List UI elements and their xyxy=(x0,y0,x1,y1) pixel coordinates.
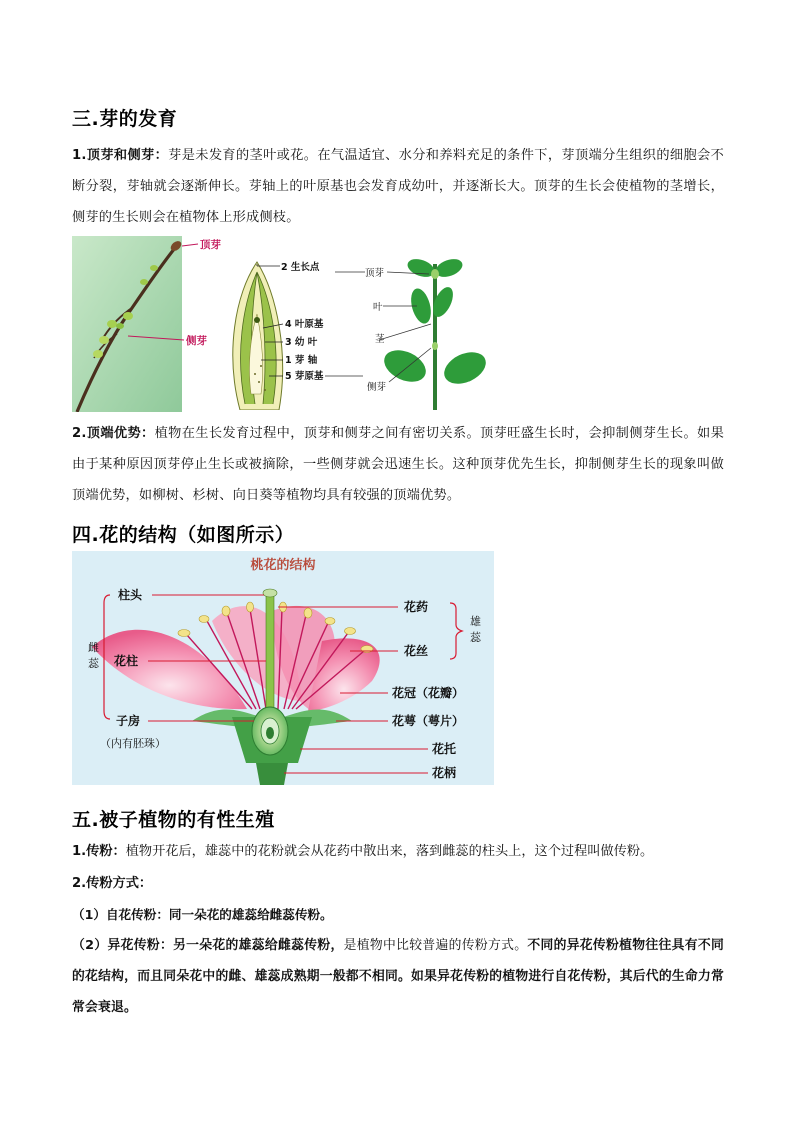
paragraph-text-bold: 不同的异花传粉植物往往具有不同的花结构，而且同朵花中的雌、雄蕊成熟期一般都不相同。如果异花传粉的植物进行自花传粉，其后代的生命力常常会衰退。 xyxy=(72,938,725,1015)
section-3-title: 三.芽的发育 xyxy=(72,108,178,130)
pistil-label-char-2: 蕊 xyxy=(88,657,99,670)
style-label: 花柱 xyxy=(114,654,139,668)
plant-diagram xyxy=(325,254,495,410)
stamen-label-char-2: 蕊 xyxy=(470,631,481,644)
paragraph-label: 1.顶芽和侧芽： xyxy=(72,148,169,163)
figure-title: 桃花的结构 xyxy=(250,558,316,573)
pedicel-shape xyxy=(256,763,288,785)
section-4-title: 四.花的结构（如图所示） xyxy=(72,524,295,546)
style-shape xyxy=(266,595,274,715)
anther-label: 花药 xyxy=(404,600,429,614)
section-5-title: 五.被子植物的有性生殖 xyxy=(72,809,275,831)
paragraph-label: 2.传粉方式： xyxy=(72,876,153,891)
peach-flower-diagram xyxy=(72,551,494,785)
paragraph-label: 1.传粉： xyxy=(72,844,126,859)
pedicel-label: 花柄 xyxy=(432,766,457,780)
plant-stem-label: 茎 xyxy=(375,334,385,345)
plant-side-bud-label: 侧芽 xyxy=(367,382,387,393)
corolla-label: 花冠（花瓣） xyxy=(392,686,465,700)
paragraph-label: （2）异花传粉：另一朵花的雄蕊给雌蕊传粉， xyxy=(72,938,344,953)
stamen-label-char-1: 雄 xyxy=(470,615,481,628)
filament-label: 花丝 xyxy=(404,644,429,658)
flower-structure-figure xyxy=(72,551,494,785)
label-bud-primordium: 5 芽原基 xyxy=(285,371,324,382)
section-5-paragraph-1 xyxy=(72,836,724,867)
section-3-paragraph-1 xyxy=(72,140,724,233)
plant-leaf-label: 叶 xyxy=(373,302,383,313)
section-5-paragraph-3: （1）自花传粉：同一朵花的雄蕊给雌蕊传粉。 xyxy=(72,907,333,922)
stamen-bracket xyxy=(450,603,462,659)
plant-top-bud-label: 顶芽 xyxy=(365,268,385,279)
section-5-paragraph-4 xyxy=(72,930,724,1023)
paragraph-label: 2.顶端优势： xyxy=(72,426,155,441)
section-3-paragraph-2 xyxy=(72,418,724,511)
paragraph-text: 芽是未发育的茎叶或花。在气温适宜、水分和养料充足的条件下，芽顶端分生组织的细胞会不断分裂，芽轴就会逐渐伸长。芽轴上的叶原基也会发育成幼叶，并逐渐长大。顶芽的生长会使植物的茎增长，侧芽的生长则会在植物体上形成侧枝。 xyxy=(72,148,724,225)
receptacle-label: 花托 xyxy=(432,742,457,756)
stigma-shape xyxy=(263,589,277,597)
label-leaf-primordium: 4 叶原基 xyxy=(285,319,324,330)
stigma-label: 柱头 xyxy=(118,588,143,602)
paragraph-text: 植物在生长发育过程中，顶芽和侧芽之间有密切关系。顶芽旺盛生长时，会抑制侧芽生长。如果由于某种原因顶芽停止生长或被摘除，一些侧芽就会迅速生长。这种顶芽优先生长，抑制侧芽生长的现象叫做顶端优势，如柳树、杉树、向日葵等植物均具有较强的顶端优势。 xyxy=(72,426,724,503)
plant-figure xyxy=(325,254,495,410)
paragraph-text: 是植物中比较普遍的传粉方式。 xyxy=(343,938,528,953)
section-5-paragraph-2 xyxy=(72,868,724,899)
pistil-label-char-1: 雌 xyxy=(88,641,99,654)
twig-photo xyxy=(72,236,222,412)
paragraph-text: 植物开花后，雄蕊中的花粉就会从花药中散出来，落到雌蕊的柱头上，这个过程叫做传粉。 xyxy=(125,844,654,859)
label-growing-point: 2 生长点 xyxy=(281,262,320,273)
calyx-label: 花萼（萼片） xyxy=(392,714,465,728)
ovary-label: 子房 xyxy=(116,714,141,728)
bud-photo-figure xyxy=(72,236,222,412)
label-bud-axis: 1 芽 轴 xyxy=(285,355,318,366)
ovule-note-label: （内有胚珠） xyxy=(100,737,166,750)
top-bud-label: 顶芽 xyxy=(200,239,221,251)
label-young-leaf: 3 幼 叶 xyxy=(285,337,318,348)
side-bud-label: 侧芽 xyxy=(186,335,207,347)
